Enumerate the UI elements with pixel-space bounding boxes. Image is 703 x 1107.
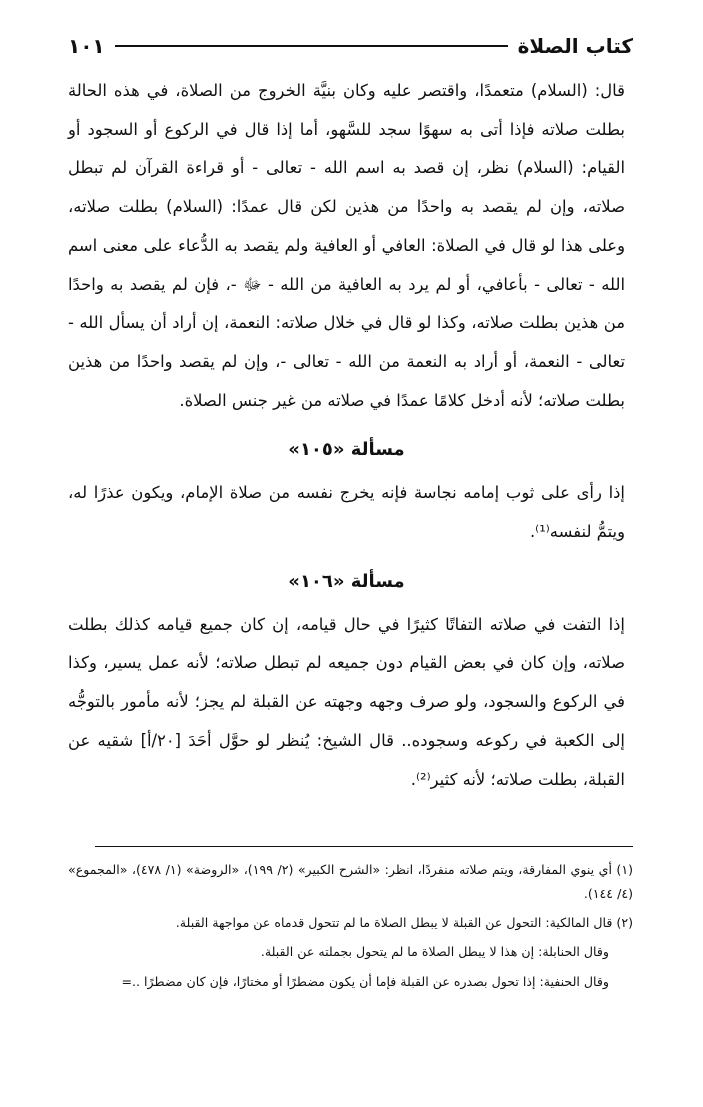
page-number: ١٠١ — [68, 34, 105, 58]
paragraph-salam: قال: (السلام) متعمدًا، واقتصر عليه وكان بنيَّة الخروج من الصلاة، في هذه الحالة بطلت صلاته فإذا أتى به سهوًا سجد للسَّهو، أما إذا قال في الركوع أو السجود أو القيام: (السلام) نظر، إن قصد به اسم الله - تعالى - أو قراءة القرآن لم تبطل صلاته، وإن لم يقصد به واحدًا من هذين لكن قال عمدًا: (السلام) بطلت صلاته، وعلى هذا لو قال في الصلاة: العافي أو العافية ولم يقصد به الدُّعاء على معنى اسم الله - تعالى - بأعافي، أو لم يرد به العافية من الله - ﷻ -، فإن لم يقصد به واحدًا من هذين بطلت صلاته، وكذا لو قال في خلال صلاته: النعمة، إن أراد أن يسأل الله - تعالى - النعمة، أو أراد به النعمة من الله - تعالى -، وإن لم يقصد واحدًا من هذين بطلت صلاته؛ لأنه أدخل كلامًا عمدًا في صلاته من غير جنس الصلاة. — [68, 81, 625, 410]
book-title: كتاب الصلاة — [517, 34, 633, 58]
issue-heading-105: مسألة «١٠٥» — [288, 439, 405, 461]
footnote-2-hanbali: وقال الحنابلة: إن هذا لا يبطل الصلاة ما لم يتحول بجملته عن القبلة. — [260, 944, 609, 959]
issue-heading-106: مسألة «١٠٦» — [288, 570, 405, 592]
footnote-2-hanafi: وقال الحنفية: إذا تحول بصدره عن القبلة فإما أن يكون مضطرًا أو مختارًا، فإن كان مضطرًا ..= — [121, 974, 609, 989]
main-text — [68, 72, 625, 799]
footnote-divider — [95, 846, 633, 847]
paragraph-turning: إذا التفت في صلاته التفاتًا كثيرًا في حال قيامه، إن كان جميع قيامه كذلك بطلت صلاته، وإن كان في بعض القيام دون جميعه لم تبطل صلاته؛ لأنه عمل يسير، وكذا في الركوع والسجود، ولو صرف وجهه وجهته عن القبلة لم يجز؛ لأنه مأمور بالتوجُّه إلى الكعبة في ركوعه وسجوده.. قال الشيخ: يُنظر لو حوَّل أحَدَ [٢٠/أ] شقيه عن القبلة، بطلت صلاته؛ لأنه كثير⁽²⁾. — [68, 614, 625, 789]
footnote-1: (١) أي ينوي المفارقة، ويتم صلاته منفردًا، انظر: «الشرح الكبير» (٢/ ١٩٩)، «الروضة» (١/ ٤٧٨)، «المجموع» (٤/ ١٤٤). — [68, 862, 633, 901]
paragraph-imam-impurity: إذا رأى على ثوب إمامه نجاسة فإنه يخرج نفسه من صلاة الإمام، ويكون عذرًا له، ويتمُّ لنفسه⁽¹⁾. — [68, 483, 625, 542]
running-header — [68, 26, 633, 66]
header-rule — [115, 45, 508, 47]
footnotes — [68, 858, 633, 1000]
footnote-2: (٢) قال المالكية: التحول عن القبلة لا يبطل الصلاة ما لم تتحول قدماه عن مواجهة القبلة. — [175, 915, 633, 930]
